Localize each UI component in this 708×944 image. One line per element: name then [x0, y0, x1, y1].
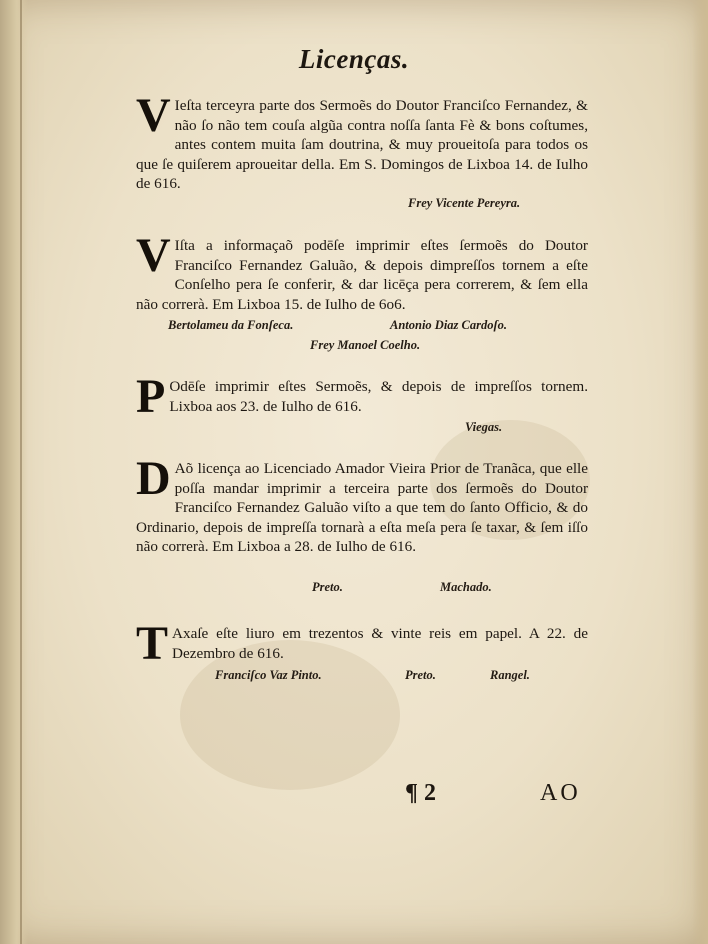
page-title: Licenças. [298, 44, 410, 74]
signature: Viegas. [465, 420, 503, 434]
license-entry-1 [136, 89, 588, 194]
signature: Preto. [405, 668, 436, 682]
license-entry-4 [136, 452, 588, 557]
license-text: Aõ licença ao Licenciado Amador Vieira Prior de Tranãca, que elle poſſa mandar imprimir a terceira parte dos ſermoẽs do Doutor Franciſco Fernandez Galuão viſto a que tem do ſanto Officio, & do Ordinario, depois de impreſſa tornarà a eſta meſa pera ſe taxar, & ſem iſſo não correrà. Em Lixboa a 28. de Iulho de 616. [136, 460, 588, 556]
license-text: Ieſta terceyra parte dos Sermoẽs do Doutor Franciſco Fernandez, & não ſo não tem couſa algũa contra noſſa ſanta Fè & bons coſtumes, antes contem muita ſam doutrina, & muy proueitoſa para todos os que ſe quiſerem aproueitar della. Em S. Domingos de Lixboa 14. de Iulho de 616. [136, 97, 588, 193]
license-entry-2 [136, 229, 588, 314]
license-text: Iſta a informaçaõ podēſe imprimir eſtes ſermoẽs do Doutor Franciſco Fernandez Galuão, & depois dimpreſſos tornem a eſte Conſelho pera ſe conferir, & dar licēça pera correrem, & ſem ella não correrà. Em Lixboa 15. de Iulho de 6o6. [136, 237, 588, 313]
signature: Antonio Diaz Cardoſo. [390, 318, 508, 332]
signature: Preto. [312, 580, 343, 594]
drop-cap: D [136, 452, 171, 505]
binding-gutter [0, 0, 28, 944]
binding-crease [20, 0, 22, 944]
drop-cap: P [136, 370, 166, 423]
catchword: AO [540, 780, 581, 806]
license-entry-5 [136, 617, 588, 670]
signature: Franciſco Vaz Pinto. [215, 668, 322, 682]
license-entry-3 [136, 370, 588, 423]
license-text: Axaſe eſte liuro em trezentos & vinte reis em papel. A 22. de Dezembro de 616. [172, 625, 588, 662]
signature: Frey Manoel Coelho. [310, 338, 421, 352]
drop-cap: V [136, 229, 171, 282]
drop-cap: V [136, 89, 171, 142]
signature-mark: ¶ 2 [405, 780, 436, 806]
drop-cap: T [136, 617, 169, 670]
signature: Frey Vicente Pereyra. [408, 196, 521, 210]
signature: Bertolameu da Fonſeca. [168, 318, 294, 332]
signature: Rangel. [490, 668, 530, 682]
license-text: Odēſe imprimir eſtes Sermoẽs, & depois de impreſſos tornem. Lixboa aos 23. de Iulho de 616. [169, 378, 588, 415]
page-edge [692, 0, 708, 944]
signature: Machado. [440, 580, 492, 594]
